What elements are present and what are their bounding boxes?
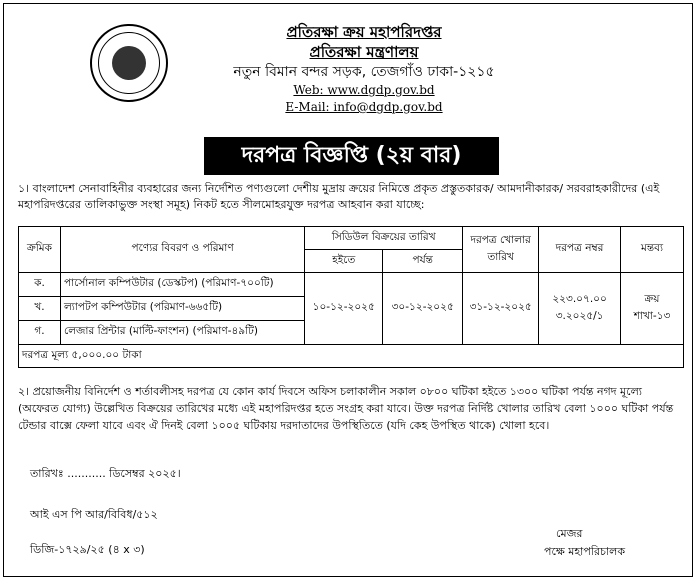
tender-table (18, 226, 684, 368)
col-remarks: মন্তব্য (621, 227, 684, 273)
signatory-title: পক্ষে মহাপরিচালক (544, 545, 626, 558)
table-row (19, 273, 684, 297)
instructions-paragraph: ২। প্রয়োজনীয় বিনির্দেশ ও শর্তাবলীসহ দরপত্র যে কোন কার্য দিবসে অফিস চলাকালীন সকাল ০৮০০ ঘটিকা হইতে ১৩০০ ঘটিকা পর্যন্ত নগদ মূল্যে (অফেরত যোগ্য) উল্লেখিত বিক্রয়ের তারিখের মধ্যে এই মহাপরিদপ্তর হতে সংগ্রহ করা যাবে। উক্ত দরপত্র নির্দিষ্ট খোলার তারিখ বেলা ১০০০ ঘটিকা পর্যন্ত টেন্ডার বাক্সে ফেলা যাবে এবং ঐ দিনই বেলা ১০০৫ ঘটিকায় দরদাতাদের উপস্থিতিতে (যদি কেহ উপস্থিত থাকে) খোলা হবে। (18, 385, 674, 432)
row-serial: খ. (19, 297, 61, 321)
ispr-reference: আই এস পি আর/বিবিধ/৫১২ (30, 508, 158, 521)
table-header-row (19, 227, 684, 250)
sale-from-date: ১০-১২-২০২৫ (305, 273, 383, 345)
remarks-line2: শাখা-১৩ (633, 309, 671, 322)
col-from: হইতে (305, 250, 383, 273)
col-to: পর্যন্ত (383, 250, 463, 273)
row-serial: ক. (19, 273, 61, 297)
ministry-name: প্রতিরক্ষা মন্ত্রণালয় (309, 43, 419, 61)
signatory-rank: মেজর (556, 527, 583, 540)
col-serial: ক্রমিক (19, 227, 61, 273)
notice-date: তারিখঃ ........... ডিসেম্বর ২০২৫। (30, 467, 181, 480)
col-schedule-sale: সিডিউল বিক্রয়ের তারিখ (305, 227, 463, 250)
col-opening-date: দরপত্র খোলার তারিখ (463, 227, 539, 273)
tender-number (539, 273, 621, 345)
notice-title-banner: দরপত্র বিজ্ঞপ্তি (২য় বার) (204, 137, 499, 175)
row-description: ল্যাপটপ কম্পিউটার (পরিমাণ-৬৬৫টি) (60, 297, 304, 321)
seal-ring (98, 32, 160, 94)
tender-fee: দরপত্র মূল্য ৫,০০০.০০ টাকা (19, 345, 684, 368)
letterhead (179, 22, 549, 116)
web-address: Web: www.dgdp.gov.bd (293, 83, 435, 97)
fee-row (19, 345, 684, 368)
dg-reference: ডিজি-১৭২৯/২৫ (৪ x ৩) (30, 543, 145, 556)
tender-number-line2: ৩.২০২৫/১ (555, 309, 604, 322)
row-description: লেজার প্রিন্টার (মাল্টি-ফাংশন) (পরিমাণ-৪৯টি) (60, 321, 304, 345)
seal-emblem-icon (112, 46, 146, 80)
org-address: নতুন বিমান বন্দর সড়ক, তেজগাঁও ঢাকা-১২১৫ (233, 64, 495, 80)
col-description: পণ্যের বিবরণ ও পরিমাণ (60, 227, 304, 273)
col-tender-no: দরপত্র নম্বর (539, 227, 621, 273)
email-address: E-Mail: info@dgdp.gov.bd (285, 100, 443, 114)
org-name: প্রতিরক্ষা ক্রয় মহাপরিদপ্তর (286, 23, 442, 41)
row-description: পার্সোনাল কম্পিউটার (ডেস্কটপ) (পরিমাণ-৭০০টি) (60, 273, 304, 297)
intro-paragraph: ১। বাংলাদেশ সেনাবাহিনীর ব্যবহারের জন্য নির্দেশিত পণ্যগুলো দেশীয় মুদ্রায় ক্রয়ের নিমিত্তে প্রকৃত প্রস্তুতকারক/ আমদানীকারক/ সরবরাহকারীদের (এই মহাপরিদপ্তরের তালিকাভুক্ত সংস্থা সমূহ) নিকট হতে সীলমোহরযুক্ত দরপত্র আহবান করা যাচ্ছে: (18, 182, 660, 211)
row-serial: গ. (19, 321, 61, 345)
sale-to-date: ৩০-১২-২০২৫ (383, 273, 463, 345)
remarks (621, 273, 684, 345)
tender-notice-page (3, 3, 693, 577)
signature-block (544, 525, 625, 561)
tender-number-line1: ২২৩.০৭.০০ (552, 292, 607, 305)
remarks-line1: ক্রয় (644, 292, 660, 305)
opening-date: ৩১-১২-২০২৫ (463, 273, 539, 345)
dgdp-seal-logo (90, 24, 168, 102)
